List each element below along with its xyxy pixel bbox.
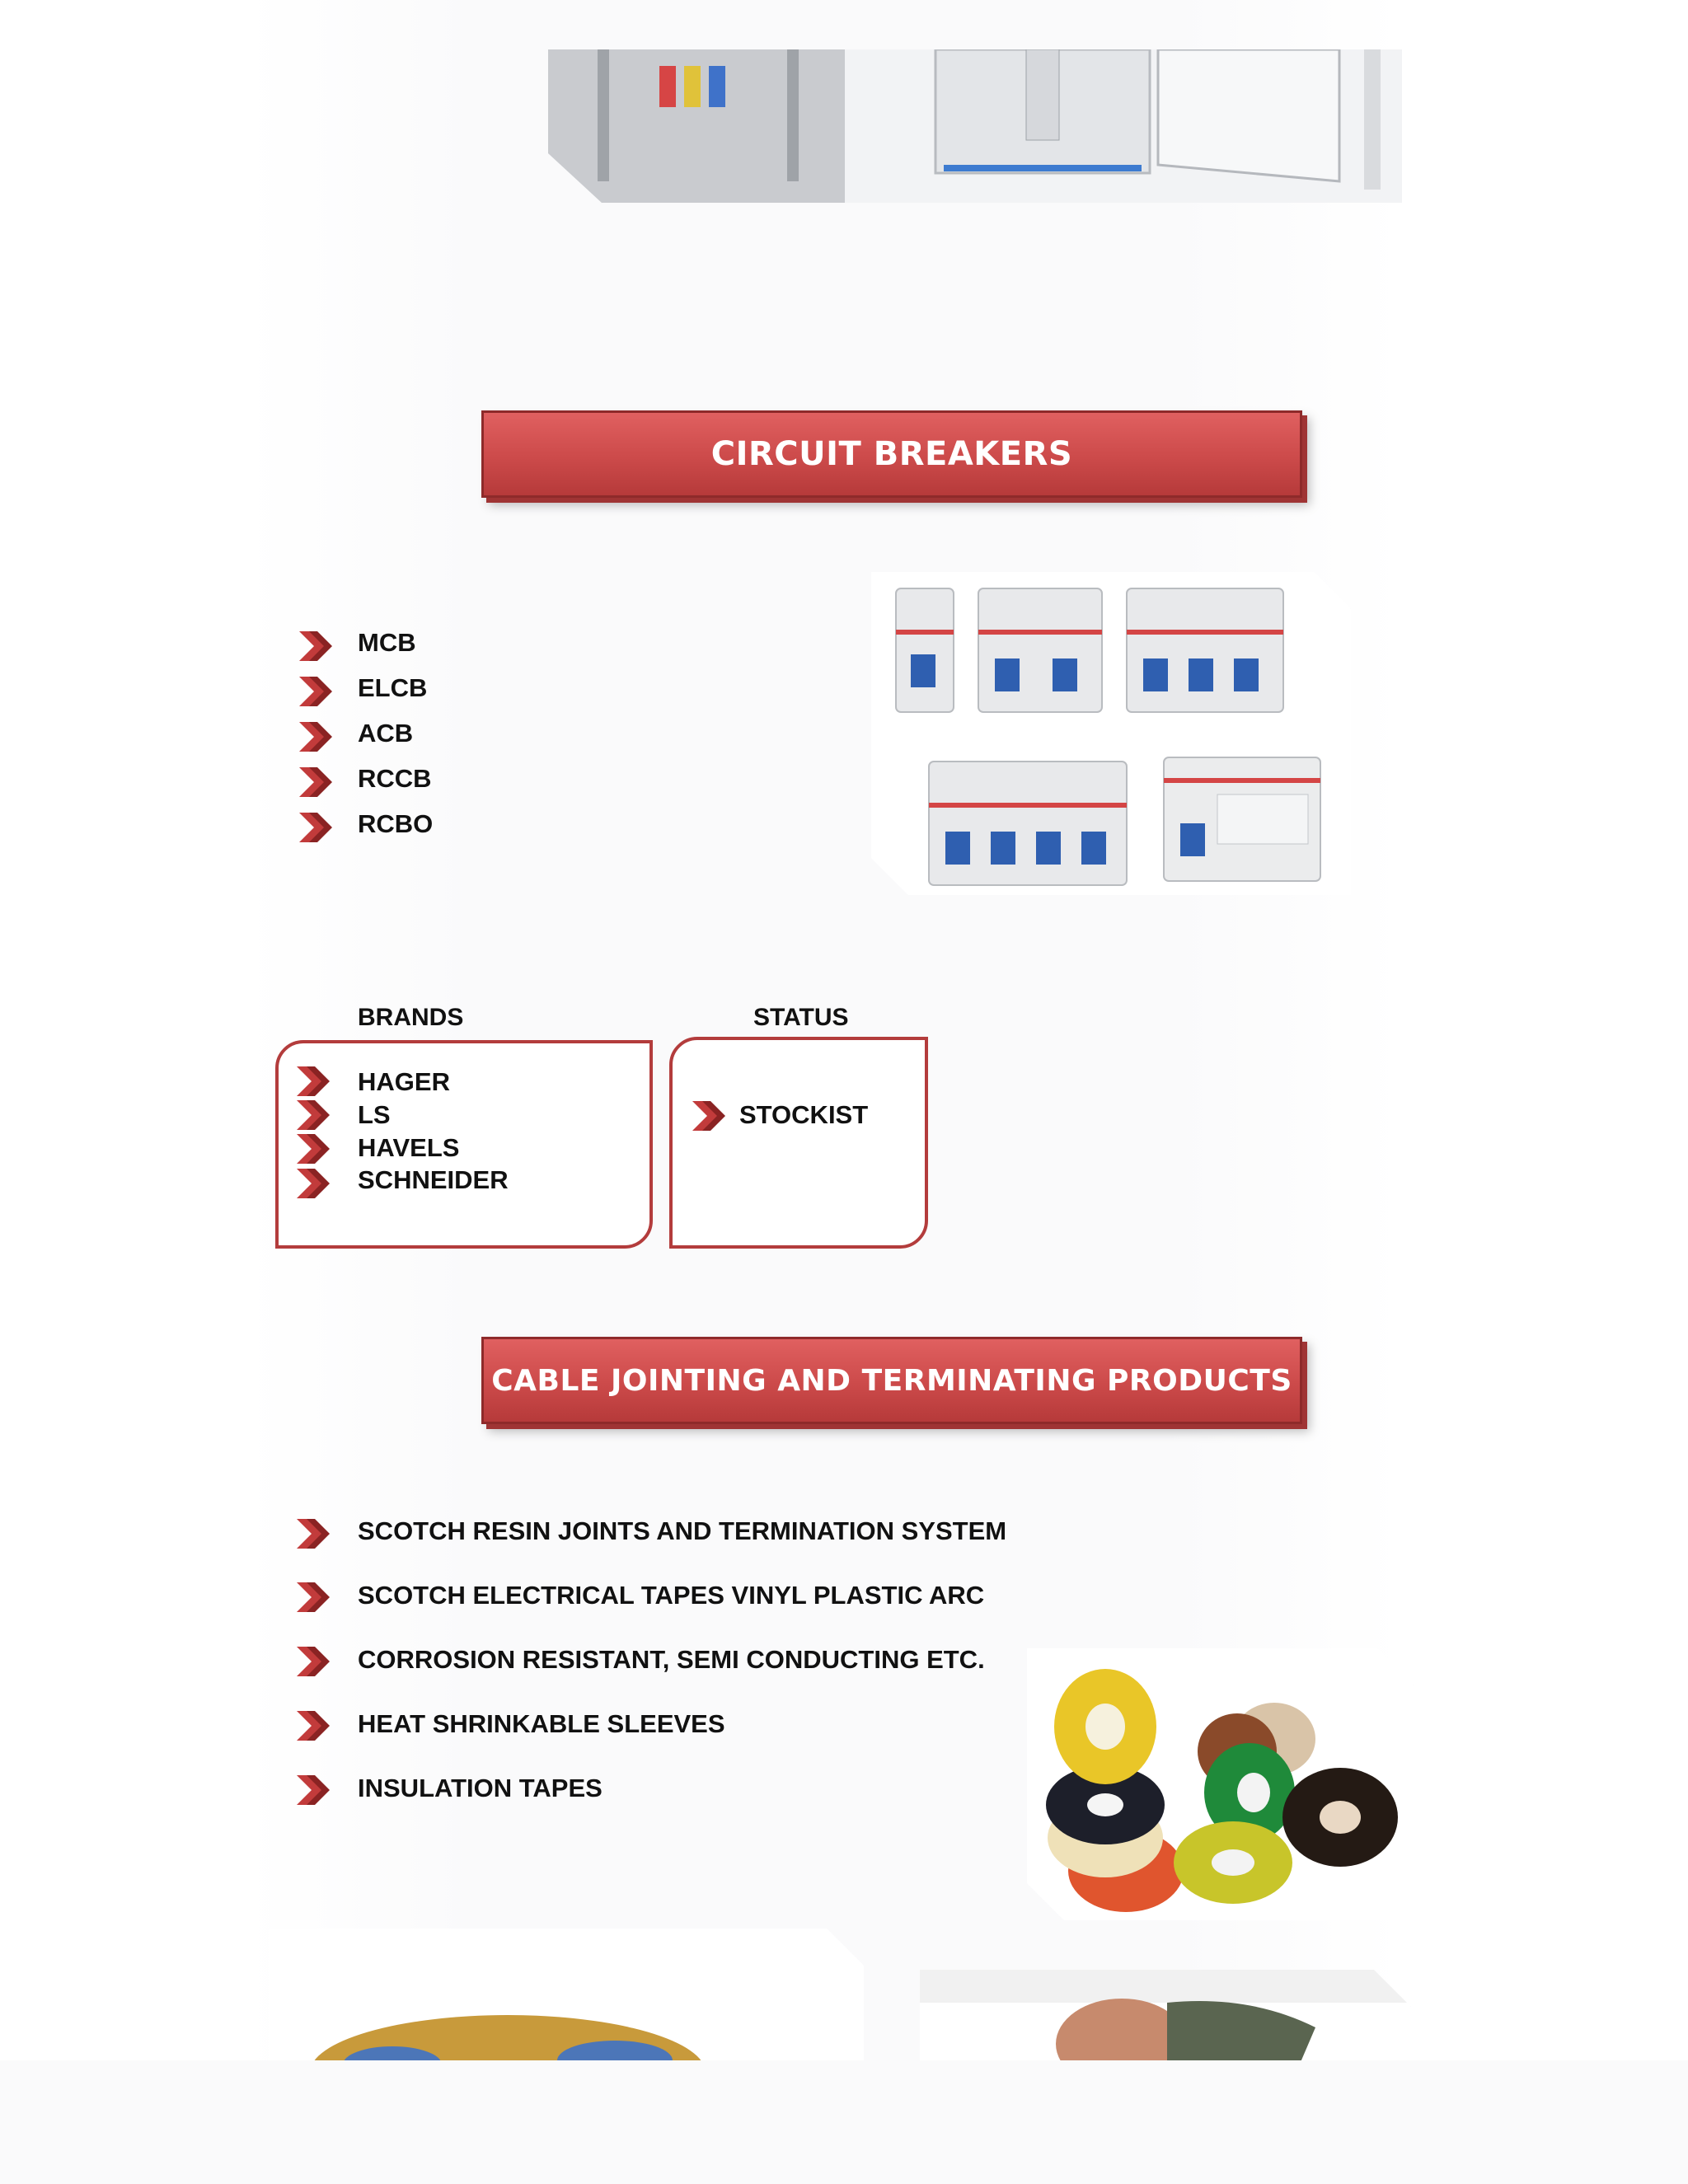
double-chevron-right-icon [297, 1647, 331, 1676]
double-chevron-right-icon [297, 1066, 331, 1096]
tapes-illustration [1027, 1648, 1414, 1920]
circuit-breakers-banner [481, 410, 1302, 498]
double-chevron-right-icon [297, 1582, 331, 1612]
cable-jointing-title: CABLE JOINTING AND TERMINATING PRODUCTS [491, 1363, 1292, 1398]
cable-jointing-banner [481, 1337, 1302, 1424]
breaker-item-elcb: ELCB [358, 673, 428, 702]
brands-heading: BRANDS [358, 1004, 464, 1031]
brand-hager: HAGER [358, 1067, 450, 1096]
double-chevron-right-icon [297, 1519, 331, 1549]
cable-item-heat-shrink: HEAT SHRINKABLE SLEEVES [358, 1709, 725, 1738]
circuit-breakers-title: CIRCUIT BREAKERS [710, 435, 1073, 473]
breaker-item-rccb: RCCB [358, 764, 432, 793]
double-chevron-right-icon [299, 722, 334, 752]
breaker-item-rcbo: RCBO [358, 809, 434, 838]
double-chevron-right-icon [297, 1134, 331, 1164]
double-chevron-right-icon [297, 1100, 331, 1130]
double-chevron-right-icon [299, 767, 334, 797]
double-chevron-right-icon [692, 1101, 727, 1131]
brand-ls: LS [358, 1100, 391, 1129]
cable-item-scotch-resin: SCOTCH RESIN JOINTS AND TERMINATION SYSTEM [358, 1516, 1007, 1545]
breakers-illustration [871, 572, 1351, 895]
double-chevron-right-icon [297, 1169, 331, 1198]
cable-item-corrosion-resistant: CORROSION RESISTANT, SEMI CONDUCTING ETC. [358, 1645, 985, 1674]
double-chevron-right-icon [297, 1711, 331, 1741]
double-chevron-right-icon [299, 677, 334, 706]
double-chevron-right-icon [297, 1775, 331, 1805]
status-heading: STATUS [753, 1004, 849, 1031]
brand-havels: HAVELS [358, 1133, 460, 1162]
page-bottom-fade [0, 2060, 1688, 2184]
cable-item-scotch-tapes: SCOTCH ELECTRICAL TAPES VINYL PLASTIC ARC [358, 1581, 985, 1610]
status-stockist: STOCKIST [739, 1100, 869, 1129]
insulation-tapes-photo [1027, 1648, 1414, 1920]
circuit-breakers-photo [871, 572, 1351, 895]
status-box [669, 1037, 928, 1249]
breaker-item-mcb: MCB [358, 628, 416, 657]
cable-item-insulation-tapes: INSULATION TAPES [358, 1774, 603, 1802]
distribution-panel-photo [548, 49, 1402, 203]
panel-illustration [548, 49, 1402, 203]
brands-box [275, 1040, 653, 1249]
breaker-item-acb: ACB [358, 719, 414, 748]
brand-schneider: SCHNEIDER [358, 1165, 509, 1194]
double-chevron-right-icon [299, 813, 334, 842]
double-chevron-right-icon [299, 631, 334, 661]
